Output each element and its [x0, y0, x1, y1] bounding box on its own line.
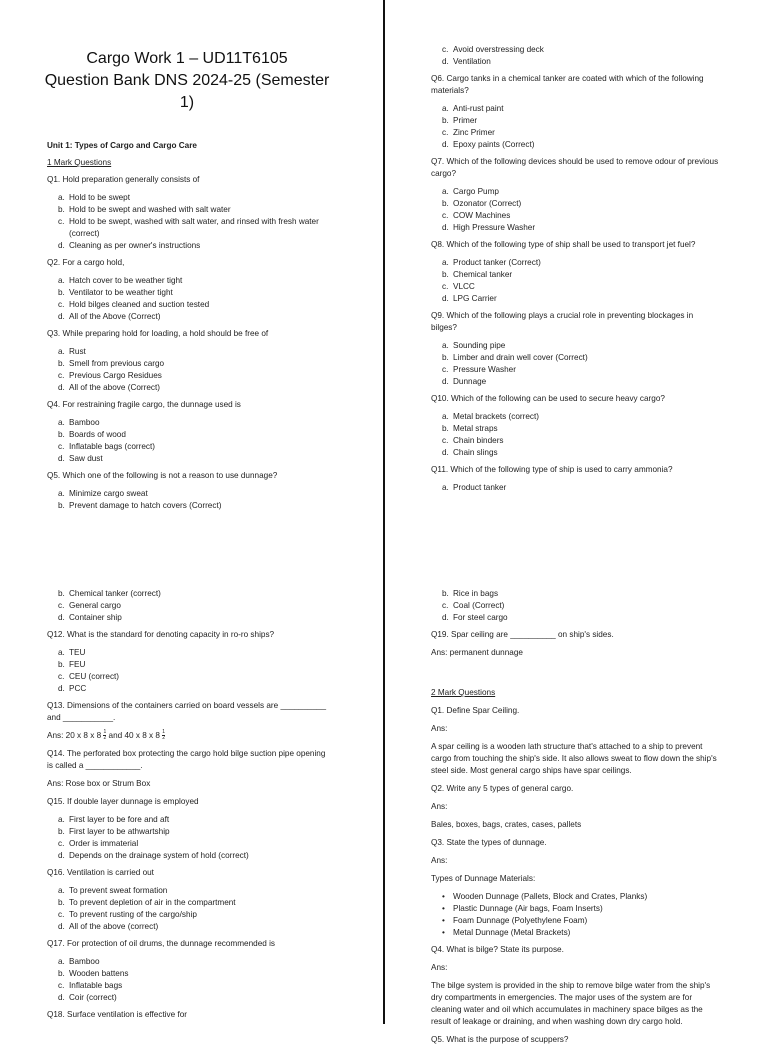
options-q17 — [47, 956, 333, 1004]
question-q15: Q15. If double layer dunnage is employed — [47, 797, 199, 806]
option: a. Bamboo — [58, 418, 100, 427]
option: c. Hold bilges cleaned and suction tested — [58, 300, 210, 309]
question-q17: Q17. For protection of oil drums, the dunnage recommended is — [47, 939, 276, 948]
question-q4: Q4. For restraining fragile cargo, the dunnage used is — [47, 400, 241, 409]
option: b. Prevent damage to hatch covers (Correct) — [58, 501, 222, 510]
options-q16 — [47, 885, 333, 933]
option: c. Zinc Primer — [442, 128, 495, 137]
option: b. FEU — [58, 660, 86, 669]
options-q4 — [47, 417, 333, 465]
option: a. First layer to be fore and aft — [58, 815, 170, 824]
option: d. Ventilation — [442, 57, 491, 66]
document-title-line2: Question Bank DNS 2024-25 (Semester 1) — [44, 72, 330, 111]
question-q18: Q18. Surface ventilation is effective for — [47, 1010, 188, 1019]
question-q1: Q1. Hold preparation generally consists of — [47, 175, 200, 184]
option: b. Wooden battens — [58, 969, 129, 978]
option: c. Previous Cargo Residues — [58, 371, 162, 380]
question-q3: Q3. While preparing hold for loading, a hold should be free of — [47, 329, 269, 338]
two-mark-q5: Q5. What is the purpose of scuppers? — [431, 1035, 569, 1044]
option: d. All of the above (correct) — [58, 922, 159, 931]
fraction-half: $\frac{1}{2}$ — [103, 729, 107, 742]
options-q7 — [431, 186, 721, 234]
option: a. Minimize cargo sweat — [58, 489, 148, 498]
option: a. TEU — [58, 648, 86, 657]
dunnage-types-list — [431, 891, 721, 939]
two-mark-q4: Q4. What is bilge? State its purpose. — [431, 945, 564, 954]
option: d. LPG Carrier — [442, 294, 497, 303]
option: b. Chemical tanker — [442, 270, 513, 279]
question-q6: Q6. Cargo tanks in a chemical tanker are coated with which of the following materials? — [431, 74, 704, 95]
answer-text: The bilge system is provided in the ship to remove bilge water from the ship's dry compartments in emergencies. The major uses of the system are for cleaning water and oil which accumulates in machinery space bilges as the result of leakage or draining, and when washing down dry cargo hold. — [431, 981, 711, 1026]
option: c. VLCC — [442, 282, 475, 291]
option: b. Hold to be swept and washed with salt water — [58, 205, 231, 214]
one-mark-heading: 1 Mark Questions — [47, 158, 112, 167]
page-top-left — [44, 48, 333, 517]
option: d. All of the Above (Correct) — [58, 312, 161, 321]
option: c. Inflatable bags — [58, 981, 123, 990]
options-q3 — [47, 346, 333, 394]
option: c. CEU (correct) — [58, 672, 120, 681]
ans-label: Ans: — [431, 963, 448, 972]
list-item: • Wooden Dunnage (Pallets, Block and Crates, Planks) — [431, 891, 721, 903]
option: c. Hold to be swept, washed with salt water, and rinsed with fresh water (correct) — [58, 217, 319, 238]
options-q15 — [47, 814, 333, 862]
option: b. Ventilator to be weather tight — [58, 288, 173, 297]
options-q1 — [47, 192, 333, 252]
question-q9: Q9. Which of the following plays a crucial role in preventing blockages in bilges? — [431, 311, 694, 332]
options-q6 — [431, 103, 721, 151]
option: a. Rust — [58, 347, 86, 356]
option: c. Chain binders — [442, 436, 504, 445]
page-top-right — [431, 44, 721, 499]
option: a. Metal brackets (correct) — [442, 412, 539, 421]
two-mark-heading: 2 Mark Questions — [431, 688, 496, 697]
fraction-half: $\frac{1}{2}$ — [162, 729, 166, 742]
option: b. Limber and drain well cover (Correct) — [442, 353, 588, 362]
option: d. All of the above (Correct) — [58, 383, 161, 392]
option: b. Primer — [442, 116, 478, 125]
option: b. First layer to be athwartship — [58, 827, 170, 836]
option: d. Dunnage — [442, 377, 487, 386]
options-q11 — [431, 482, 721, 494]
page-bottom-left — [47, 588, 333, 1027]
option: a. Product tanker (Correct) — [442, 258, 541, 267]
option: d. High Pressure Washer — [442, 223, 536, 232]
option: a. Hold to be swept — [58, 193, 130, 202]
option: d. Depends on the drainage system of hold (correct) — [58, 851, 249, 860]
question-q8: Q8. Which of the following type of ship shall be used to transport jet fuel? — [431, 240, 696, 249]
options-q8 — [431, 257, 721, 305]
document-title-line1: Cargo Work 1 – UD11T6105 — [86, 50, 288, 67]
question-q12: Q12. What is the standard for denoting capacity in ro-ro ships? — [47, 630, 275, 639]
options-q18-continued — [431, 588, 721, 624]
option: b. Rice in bags — [442, 589, 499, 598]
option: c. COW Machines — [442, 211, 511, 220]
option: c. Inflatable bags (correct) — [58, 442, 156, 451]
option: b. Chemical tanker (correct) — [58, 589, 161, 598]
two-mark-q3: Q3. State the types of dunnage. — [431, 838, 547, 847]
options-q9 — [431, 340, 721, 388]
option: a. To prevent sweat formation — [58, 886, 168, 895]
question-q7: Q7. Which of the following devices should be used to remove odour of previous cargo? — [431, 157, 719, 178]
question-q10: Q10. Which of the following can be used to secure heavy cargo? — [431, 394, 665, 403]
option: c. Avoid overstressing deck — [442, 45, 544, 54]
two-mark-q1: Q1. Define Spar Ceiling. — [431, 706, 520, 715]
option: c. General cargo — [58, 601, 121, 610]
option: a. Bamboo — [58, 957, 100, 966]
answer-text: Bales, boxes, bags, crates, cases, pallets — [431, 820, 582, 829]
page-divider — [383, 0, 385, 1024]
option: b. Smell from previous cargo — [58, 359, 165, 368]
option: a. Sounding pipe — [442, 341, 506, 350]
option: d. For steel cargo — [442, 613, 508, 622]
option: c. Order is immaterial — [58, 839, 139, 848]
options-q5 — [47, 488, 333, 512]
list-item: • Metal Dunnage (Metal Brackets) — [431, 927, 721, 939]
option: d. Cleaning as per owner's instructions — [58, 241, 201, 250]
option: c. To prevent rusting of the cargo/ship — [58, 910, 197, 919]
option: a. Cargo Pump — [442, 187, 499, 196]
ans-label: Ans: — [431, 802, 448, 811]
options-q11-continued — [47, 588, 333, 624]
options-q12 — [47, 647, 333, 695]
answer-q13: Ans: 20 x 8 x 8 $\frac{1}{2}$ and 40 x 8 x 8 $\frac{1}{2}$ — [47, 729, 166, 742]
answer-q14: Ans: Rose box or Strum Box — [47, 779, 151, 788]
answer-text: A spar ceiling is a wooden lath structure that's attached to a ship to prevent cargo from touching the ship's side. It also allows sweat to flow down the ship's steel side. Most general cargo ships have spar ceilings. — [431, 742, 717, 775]
question-q2: Q2. For a cargo hold, — [47, 258, 125, 267]
options-q10 — [431, 411, 721, 459]
question-q5: Q5. Which one of the following is not a reason to use dunnage? — [47, 471, 278, 480]
option: c. Coal (Correct) — [442, 601, 505, 610]
option: a. Product tanker — [442, 483, 507, 492]
option: b. Metal straps — [442, 424, 498, 433]
option: d. PCC — [58, 684, 87, 693]
ans-label: Ans: — [431, 724, 448, 733]
option: a. Hatch cover to be weather tight — [58, 276, 183, 285]
question-q16: Q16. Ventilation is carried out — [47, 868, 154, 877]
option: a. Anti-rust paint — [442, 104, 504, 113]
question-q11: Q11. Which of the following type of ship is used to carry ammonia? — [431, 465, 673, 474]
option: b. Boards of wood — [58, 430, 126, 439]
list-item: • Foam Dunnage (Polyethylene Foam) — [431, 915, 721, 927]
option: b. To prevent depletion of air in the compartment — [58, 898, 236, 907]
page-bottom-right — [431, 588, 721, 1052]
answer-q19: Ans: permanent dunnage — [431, 648, 523, 657]
list-item: • Plastic Dunnage (Air bags, Foam Inserts) — [431, 903, 721, 915]
option: d. Coir (correct) — [58, 993, 117, 1002]
option: c. Pressure Washer — [442, 365, 516, 374]
option: d. Chain slings — [442, 448, 498, 457]
two-mark-q2: Q2. Write any 5 types of general cargo. — [431, 784, 574, 793]
unit-heading: Unit 1: Types of Cargo and Cargo Care — [47, 141, 197, 150]
ans-label: Ans: — [431, 856, 448, 865]
options-q5-continued — [431, 44, 721, 68]
question-q19: Q19. Spar ceiling are __________ on ship's sides. — [431, 630, 614, 639]
question-q14: Q14. The perforated box protecting the cargo hold bilge suction pipe opening is called a ____________. — [47, 749, 326, 770]
options-q2 — [47, 275, 333, 323]
option: d. Epoxy paints (Correct) — [442, 140, 535, 149]
option: b. Ozonator (Correct) — [442, 199, 522, 208]
option: d. Container ship — [58, 613, 122, 622]
question-q13: Q13. Dimensions of the containers carried on board vessels are __________ and ___________. — [47, 701, 326, 722]
option: d. Saw dust — [58, 454, 103, 463]
answer-intro: Types of Dunnage Materials: — [431, 874, 536, 883]
